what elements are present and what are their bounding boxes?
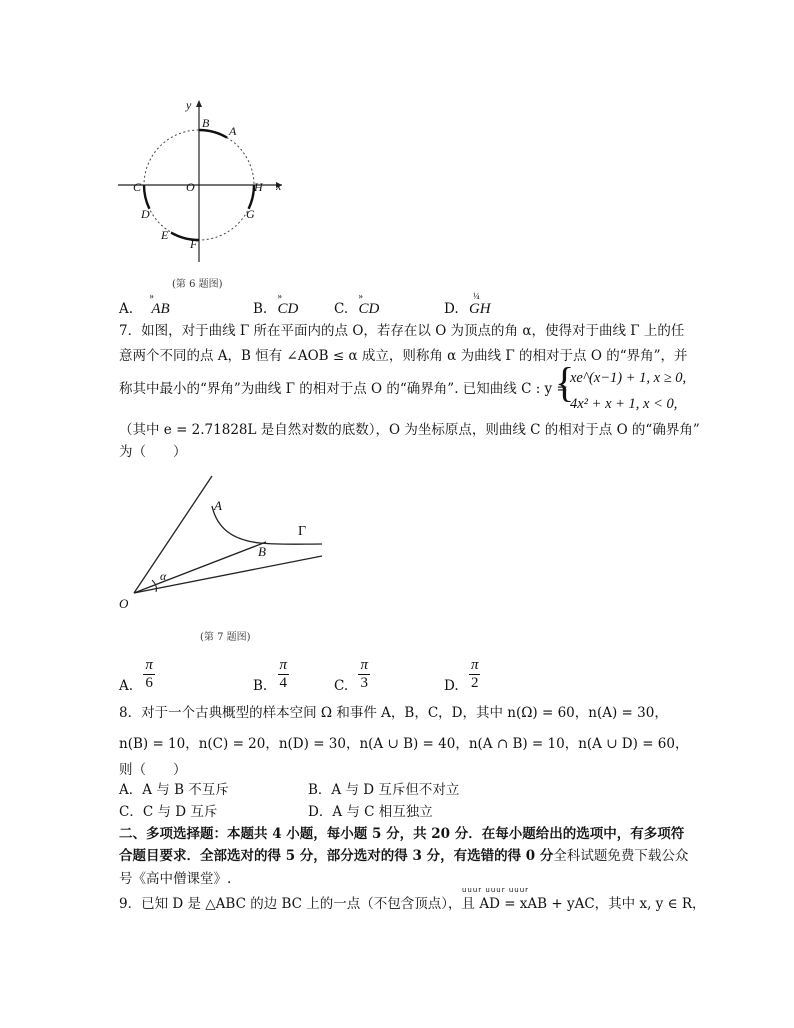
- fig6-label-d: D: [141, 207, 150, 221]
- fig6-label-g: G: [246, 207, 255, 221]
- fig6-label-f: F: [190, 237, 198, 251]
- q8-option-a[interactable]: A．A 与 B 不互斥: [119, 782, 229, 798]
- fig6-caption: (第 6 题图): [172, 279, 223, 290]
- figure-7-graphic: [112, 468, 332, 648]
- section-2-line-2: 合题目要求．全部选对的得 5 分，部分选对的得 3 分，有选错的得 0 分全科试题免费下载公众: [119, 848, 689, 864]
- fig7-label-gamma: Γ: [298, 524, 307, 539]
- q8-line-3: 则（ ）: [119, 762, 187, 778]
- q7-option-b[interactable]: B. $\frac{\pi}{4}$: [253, 657, 288, 694]
- fig7-label-a: A: [214, 498, 222, 513]
- q9-vector-arrows: uuur uuur uuur: [462, 886, 530, 894]
- figure-6: [110, 92, 290, 292]
- q9-line-1: 9．已知 D 是 △ABC 的边 BC 上的一点（不包含顶点），且 AD = xAB + yAC，其中 x, y ∈ R，: [119, 896, 706, 912]
- section-2-line-3: 号《高中僧课堂》.: [119, 871, 232, 887]
- fig6-axis-y: y: [186, 98, 192, 112]
- fig7-label-o: O: [119, 596, 129, 611]
- fig7-caption: (第 7 题图): [200, 632, 251, 643]
- q7-option-d[interactable]: D. $\frac{\pi}{2}$: [444, 657, 479, 694]
- fig6-label-h: H: [254, 180, 263, 194]
- q6-option-d[interactable]: D. ¼ GH: [444, 291, 491, 317]
- fig7-label-b: B: [258, 544, 266, 559]
- fig6-label-b: B: [202, 116, 210, 130]
- q7-piece-2: 4x² + x + 1, x < 0,: [570, 396, 678, 412]
- q7-line-1: 7．如图，对于曲线 Γ 所在平面内的点 O，若存在以 O 为顶点的角 α，使得对于曲线 Γ 上的任: [119, 323, 685, 339]
- q7-line-2: 意两个不同的点 A，B 恒有 ∠AOB ≤ α 成立，则称角 α 为曲线 Γ 的相对于点 O 的“界角”，并: [119, 348, 688, 364]
- q7-line-4: （其中 e = 2.71828L 是自然对数的底数），O 为坐标原点，则曲线 C 的相对于点 O 的“确界角”: [119, 422, 700, 438]
- q7-option-c[interactable]: C. $\frac{\pi}{3}$: [334, 657, 368, 694]
- fig7-label-alpha: α: [160, 569, 167, 583]
- q7-piece-1: xe^(x−1) + 1, x ≥ 0,: [570, 370, 687, 386]
- fig6-label-e: E: [161, 228, 169, 242]
- q7-option-a[interactable]: A. $\frac{\pi}{6}$: [119, 657, 153, 694]
- section-2-heading: 二、多项选择题：本题共 4 小题，每小题 5 分，共 20 分．在每小题给出的选项中，有多项符: [119, 826, 685, 842]
- q8-option-b[interactable]: B．A 与 D 互斥但不对立: [308, 782, 460, 798]
- fig6-label-c: C: [133, 180, 142, 194]
- q6-option-c[interactable]: C. » CD: [334, 291, 380, 317]
- fig6-label-o: O: [186, 180, 195, 194]
- q6-option-b[interactable]: B. » CD: [253, 291, 299, 317]
- q6-option-a[interactable]: A. » AB: [119, 291, 170, 317]
- q8-option-d[interactable]: D．A 与 C 相互独立: [308, 804, 433, 820]
- q8-line-1: 8．对于一个古典概型的样本空间 Ω 和事件 A，B，C，D，其中 n(Ω) = 60，n(A) = 30，: [119, 705, 668, 721]
- fig6-axis-x: x: [276, 179, 282, 193]
- q7-line-3: 称其中最小的“界角”为曲线 Γ 的相对于点 O 的“确界角”. 已知曲线 C : y =: [119, 381, 568, 397]
- q7-piecewise-brace: {: [555, 358, 575, 407]
- q7-line-5: 为（ ）: [119, 444, 187, 460]
- figure-7: [112, 468, 332, 648]
- fig6-label-a: A: [229, 124, 237, 138]
- q8-line-2: n(B) = 10，n(C) = 20，n(D) = 30，n(A ∪ B) = 40，n(A ∩ B) = 10，n(A ∪ D) = 60，: [119, 736, 689, 752]
- q8-option-c[interactable]: C．C 与 D 互斥: [119, 804, 218, 820]
